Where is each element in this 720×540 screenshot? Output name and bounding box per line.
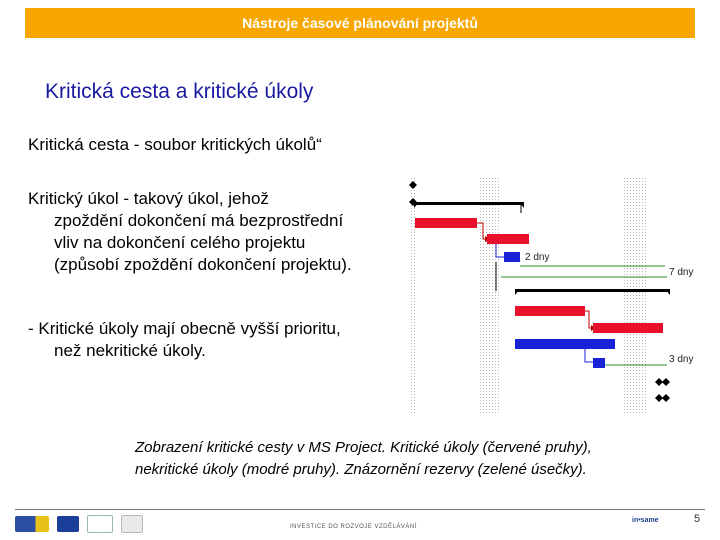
critical-task-line-2: zpoždění dokončení má bezprostřední bbox=[54, 211, 344, 230]
nonworking-column bbox=[410, 178, 415, 413]
critical-bar bbox=[487, 234, 529, 244]
caption-line-1: Zobrazení kritické cesty v MS Project. Kritické úkoly (červené pruhy), bbox=[135, 439, 592, 456]
summary-bar bbox=[515, 289, 670, 295]
slide-title: Kritická cesta a kritické úkoly bbox=[45, 80, 314, 103]
critical-task-line-4: (způsobí zpoždění dokončení projektu). bbox=[54, 255, 352, 274]
priority-line-2: než nekritické úkoly. bbox=[54, 341, 206, 360]
header-title: Nástroje časové plánování projektů bbox=[242, 15, 478, 31]
dependency-link bbox=[585, 311, 591, 328]
critical-task-line-1: Kritický úkol - takový úkol, jehož bbox=[28, 189, 269, 208]
footer-logos bbox=[15, 513, 143, 535]
noncritical-bar bbox=[504, 252, 520, 262]
noncritical-bar bbox=[593, 358, 605, 368]
gantt-chart bbox=[405, 178, 705, 413]
paragraph-critical-path: Kritická cesta - soubor kritických úkolů“ bbox=[28, 135, 322, 154]
noncritical-bar bbox=[515, 339, 615, 349]
slack-label-7-days: 7 dny bbox=[669, 267, 694, 278]
critical-bar bbox=[415, 218, 477, 228]
priority-line-1: - Kritické úkoly mají obecně vyšší prioritu, bbox=[28, 319, 341, 338]
milestone-marker bbox=[662, 394, 670, 402]
paragraph-priority bbox=[28, 318, 341, 362]
slack-label-3-days: 3 dny bbox=[669, 354, 694, 365]
esf-logo bbox=[15, 516, 49, 532]
eu-flag-logo bbox=[57, 516, 79, 532]
nonworking-column bbox=[624, 178, 646, 413]
slack-label-2-days: 2 dny bbox=[525, 252, 550, 263]
footer-text: INVESTICE DO ROZVOJE VZDĚLÁVÁNÍ bbox=[290, 524, 417, 530]
paragraph-critical-task bbox=[28, 188, 352, 276]
figure-caption bbox=[135, 437, 695, 481]
critical-bar bbox=[593, 323, 663, 333]
caption-line-2: nekritické úkoly (modré pruhy). Znázornění rezervy (zelené úsečky). bbox=[135, 461, 587, 478]
op-logo bbox=[121, 515, 143, 533]
summary-bar bbox=[414, 202, 524, 208]
header-bar bbox=[25, 8, 695, 38]
page-number: 5 bbox=[694, 513, 701, 525]
critical-task-line-3: vliv na dokončení celého projektu bbox=[54, 233, 306, 252]
footer-brand-logo: in•same bbox=[632, 517, 659, 524]
milestone-marker bbox=[662, 378, 670, 386]
nonworking-column bbox=[478, 178, 500, 413]
critical-bar bbox=[515, 306, 585, 316]
dependency-link bbox=[585, 349, 593, 362]
milestone-marker bbox=[655, 378, 663, 386]
msmt-logo bbox=[87, 515, 113, 533]
footer-divider bbox=[15, 509, 705, 510]
milestone-marker bbox=[655, 394, 663, 402]
